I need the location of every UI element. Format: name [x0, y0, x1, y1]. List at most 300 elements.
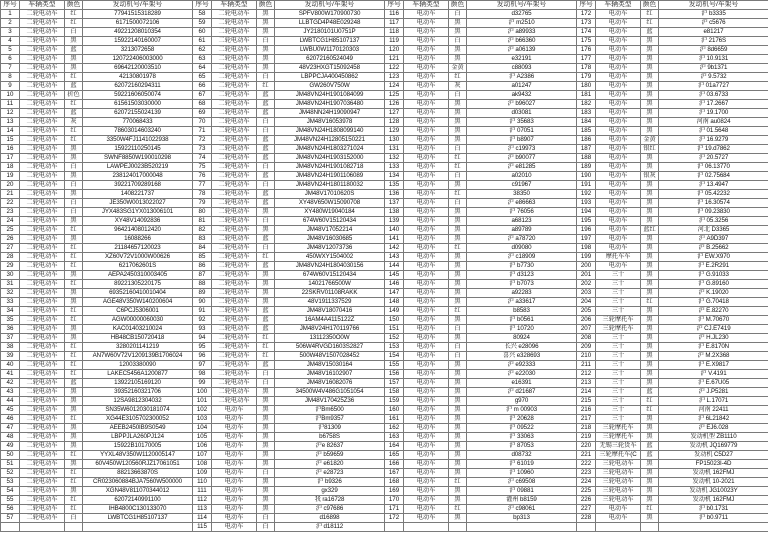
- color-cell: 白: [257, 127, 275, 136]
- vehicle-type-cell: 电动车: [596, 73, 641, 82]
- color-cell: 黑: [641, 82, 659, 91]
- vehicle-type-cell: 电动车: [596, 505, 641, 514]
- serial-cell: 79: [193, 199, 212, 208]
- serial-cell: 172: [385, 514, 404, 523]
- vehicle-type-cell: 二轮电动车: [212, 145, 257, 154]
- color-cell: 白: [65, 181, 83, 190]
- serial-cell: 186: [577, 136, 596, 145]
- table-row: [1, 397, 768, 406]
- color-cell: 白: [449, 10, 467, 19]
- serial-cell: 175: [577, 37, 596, 46]
- color-cell: 黑: [641, 478, 659, 487]
- engine-frame-number-cell: bp313: [467, 514, 577, 523]
- color-cell: 红: [65, 262, 83, 271]
- serial-cell: 181: [577, 91, 596, 100]
- serial-cell: 28: [1, 253, 20, 262]
- table-row: [1, 172, 768, 181]
- vehicle-type-cell: 二轮电动车: [212, 361, 257, 370]
- vehicle-type-cell: 二轮电动车: [20, 91, 65, 100]
- serial-cell: 170: [385, 496, 404, 505]
- engine-frame-number-cell: 42130801978: [83, 73, 193, 82]
- vehicle-type-cell: 二轮电动车: [20, 244, 65, 253]
- color-cell: 黑: [257, 451, 275, 460]
- serial-cell: 213: [577, 379, 596, 388]
- serial-cell: 228: [577, 514, 596, 523]
- vehicle-type-cell: 二轮电动车: [20, 154, 65, 163]
- color-cell: 红: [65, 280, 83, 289]
- vehicle-type-cell: 电动车: [596, 10, 641, 19]
- engine-frame-number-cell: 沪 03.6733: [659, 91, 768, 100]
- color-cell: 黑: [449, 469, 467, 478]
- engine-frame-number-cell: FP15023I-4D: [659, 460, 768, 469]
- color-cell: 红: [449, 190, 467, 199]
- table-row: [1, 487, 768, 496]
- serial-cell: 47: [1, 424, 20, 433]
- serial-cell: 212: [577, 370, 596, 379]
- serial-cell: 143: [385, 253, 404, 262]
- vehicle-type-cell: 电动车: [404, 514, 449, 523]
- engine-frame-number-cell: 96421408012420: [83, 226, 193, 235]
- color-cell: 白: [257, 379, 275, 388]
- serial-cell: [577, 523, 596, 532]
- serial-cell: 101: [193, 397, 212, 406]
- serial-cell: 223: [577, 469, 596, 478]
- engine-frame-number-header: 发动机号/车架号: [467, 1, 577, 10]
- engine-frame-number-cell: 沪 G.70418: [659, 298, 768, 307]
- engine-frame-number-cell: gx329: [275, 487, 385, 496]
- vehicle-type-cell: 电动车: [596, 100, 641, 109]
- engine-frame-number-cell: 沪 c69508: [467, 478, 577, 487]
- engine-frame-number-cell: XZ60V72V1000W00626: [83, 253, 193, 262]
- vehicle-type-cell: 电动车: [596, 118, 641, 127]
- engine-frame-number-cell: 沪 07051: [467, 127, 577, 136]
- engine-frame-number-cell: 674W60V15120434: [275, 217, 385, 226]
- engine-frame-number-cell: 沪 87053: [467, 442, 577, 451]
- color-cell: 黑: [641, 352, 659, 361]
- engine-frame-number-cell: JM48VN24H1804030156: [275, 262, 385, 271]
- serial-cell: 80: [193, 208, 212, 217]
- vehicle-type-cell: 电动车: [212, 505, 257, 514]
- engine-frame-number-cell: AGW00000060030: [83, 316, 193, 325]
- engine-frame-number-cell: JM48V170425Z36: [275, 397, 385, 406]
- color-cell: 银灰: [641, 172, 659, 181]
- serial-cell: 84: [193, 244, 212, 253]
- color-cell: 黑: [641, 37, 659, 46]
- serial-cell: 150: [385, 316, 404, 325]
- color-cell: 黑: [449, 100, 467, 109]
- serial-cell: 43: [1, 388, 20, 397]
- engine-frame-number-cell: 沪e 82637: [275, 442, 385, 451]
- serial-cell: 85: [193, 253, 212, 262]
- vehicle-type-cell: 电动车: [596, 46, 641, 55]
- vehicle-type-cell: 电动车: [404, 208, 449, 217]
- engine-frame-number-cell: 1408221737: [83, 190, 193, 199]
- vehicle-type-cell: 电动车: [212, 442, 257, 451]
- vehicle-type-cell: 电动车: [404, 307, 449, 316]
- vehicle-type-cell: 二轮电动车: [20, 190, 65, 199]
- color-cell: 黑: [641, 370, 659, 379]
- engine-frame-number-cell: 沪 10720: [467, 325, 577, 334]
- color-cell: 黑: [449, 226, 467, 235]
- vehicle-type-cell: 二轮电动车: [212, 217, 257, 226]
- engine-frame-number-cell: KAC01403210024: [83, 325, 193, 334]
- color-cell: 折色: [65, 91, 83, 100]
- engine-frame-number-cell: 沪 E.8170N: [659, 343, 768, 352]
- color-cell: 红: [65, 10, 83, 19]
- vehicle-type-cell: 电动车: [404, 496, 449, 505]
- vehicle-type-cell: 二轮电动车: [20, 235, 65, 244]
- table-row: [1, 82, 768, 91]
- engine-frame-number-cell: 沪 b66360: [467, 37, 577, 46]
- serial-cell: 203: [577, 289, 596, 298]
- serial-cell: 29: [1, 262, 20, 271]
- serial-cell: 157: [385, 379, 404, 388]
- serial-cell: 49: [1, 442, 20, 451]
- table-row: [1, 451, 768, 460]
- engine-frame-number-cell: 沪 J.P5281: [659, 388, 768, 397]
- engine-frame-number-cell: 59221606050074: [83, 91, 193, 100]
- engine-frame-number-cell: JM48V24H170119766: [275, 325, 385, 334]
- serial-cell: 149: [385, 307, 404, 316]
- color-cell: 黑: [641, 181, 659, 190]
- vehicle-type-cell: 电动车: [404, 433, 449, 442]
- engine-frame-number-cell: 沪 m2510: [467, 19, 577, 28]
- serial-cell: 126: [385, 100, 404, 109]
- color-cell: 白: [449, 172, 467, 181]
- engine-frame-number-cell: 48V23HXGT15092458: [275, 64, 385, 73]
- vehicle-type-cell: 三十: [596, 361, 641, 370]
- vehicle-type-cell: 电动车: [596, 37, 641, 46]
- serial-cell: 215: [577, 397, 596, 406]
- engine-frame-number-cell: 21184657120023: [83, 244, 193, 253]
- table-row: [1, 235, 768, 244]
- engine-frame-number-cell: 沪 06.13770: [659, 163, 768, 172]
- engine-frame-number-cell: 沪 01a7727: [659, 82, 768, 91]
- table-row: [1, 289, 768, 298]
- engine-frame-number-cell: 沪 EJ6.028: [659, 424, 768, 433]
- vehicle-type-cell: 电动车: [212, 487, 257, 496]
- vehicle-type-cell: 电动车: [404, 487, 449, 496]
- color-cell: 白: [65, 28, 83, 37]
- color-cell: 黑: [641, 514, 659, 523]
- engine-frame-number-cell: XY48V650W15090708: [275, 199, 385, 208]
- serial-cell: 26: [1, 235, 20, 244]
- color-cell: 红: [641, 19, 659, 28]
- engine-frame-number-cell: 沪 b59659: [275, 451, 385, 460]
- engine-frame-number-cell: 48V1911337529: [275, 298, 385, 307]
- color-cell: [65, 523, 83, 532]
- serial-cell: 107: [193, 451, 212, 460]
- serial-cell: 110: [193, 478, 212, 487]
- color-cell: 蓝: [65, 379, 83, 388]
- color-cell: 红: [65, 244, 83, 253]
- color-cell: 蓝: [257, 136, 275, 145]
- serial-cell: 67: [193, 91, 212, 100]
- vehicle-type-cell: 三轮电动车: [596, 460, 641, 469]
- vehicle-type-cell: 电动车: [212, 478, 257, 487]
- color-cell: 黑: [449, 334, 467, 343]
- serial-cell: 103: [193, 415, 212, 424]
- engine-frame-number-cell: a01247: [467, 82, 577, 91]
- color-cell: 黑: [449, 217, 467, 226]
- serial-cell: 158: [385, 388, 404, 397]
- vehicle-type-cell: 二轮电动车: [20, 271, 65, 280]
- engine-frame-number-cell: LBPPJLA260PJ124: [83, 433, 193, 442]
- serial-cell: 112: [193, 496, 212, 505]
- color-cell: 黑: [65, 172, 83, 181]
- serial-cell: 183: [577, 109, 596, 118]
- table-row: [1, 91, 768, 100]
- color-cell: 黑: [449, 253, 467, 262]
- engine-frame-number-cell: 38350: [467, 190, 577, 199]
- color-cell: 黑: [641, 46, 659, 55]
- color-cell: 黑: [449, 451, 467, 460]
- color-cell: 红: [257, 253, 275, 262]
- engine-frame-number-cell: CR023060884BJA7560W500000: [83, 478, 193, 487]
- serial-cell: 146: [385, 280, 404, 289]
- engine-frame-number-cell: XG44E3105702300052: [83, 415, 193, 424]
- serial-cell: 4: [1, 37, 20, 46]
- engine-frame-number-cell: AGE48V350W140200604: [83, 298, 193, 307]
- vehicle-type-cell: 二轮电动车: [212, 172, 257, 181]
- serial-cell: 54: [1, 487, 20, 496]
- color-cell: 黑: [257, 289, 275, 298]
- vehicle-type-cell: 二轮电动车: [20, 73, 65, 82]
- vehicle-type-cell: 二轮电动车: [212, 127, 257, 136]
- engine-frame-number-cell: 沪 17.2667: [659, 100, 768, 109]
- vehicle-type-cell: 二轮电动车: [212, 316, 257, 325]
- vehicle-type-cell: [404, 523, 449, 532]
- serial-cell: 82: [193, 226, 212, 235]
- vehicle-type-cell: 二轮电动车: [20, 100, 65, 109]
- color-cell: 黑: [65, 397, 83, 406]
- color-cell: 黑: [257, 487, 275, 496]
- color-cell: [449, 523, 467, 532]
- vehicle-type-cell: 电动车: [596, 235, 641, 244]
- engine-frame-number-cell: 沪 a33617: [467, 298, 577, 307]
- serial-cell: 199: [577, 253, 596, 262]
- color-cell: 红: [65, 73, 83, 82]
- engine-frame-number-cell: 沪 G.91033: [659, 271, 768, 280]
- engine-frame-number-cell: XY48V14092836: [83, 217, 193, 226]
- color-cell: 黑: [449, 271, 467, 280]
- vehicle-type-cell: 电动车: [404, 37, 449, 46]
- serial-cell: 96: [193, 352, 212, 361]
- engine-frame-number-cell: 3213072658: [83, 46, 193, 55]
- vehicle-type-cell: 二轮电动车: [212, 118, 257, 127]
- color-cell: 黑: [641, 253, 659, 262]
- color-cell: 白: [257, 523, 275, 532]
- serial-cell: 20: [1, 181, 20, 190]
- color-cell: 黑: [641, 163, 659, 172]
- vehicle-type-cell: 电动车: [404, 271, 449, 280]
- vehicle-type-cell: 二轮电动车: [20, 19, 65, 28]
- engine-frame-number-cell: JM48VN24H1903152000: [275, 154, 385, 163]
- vehicle-type-cell: 二轮电动车: [20, 442, 65, 451]
- vehicle-type-cell: 二轮电动车: [20, 343, 65, 352]
- serial-cell: 78: [193, 190, 212, 199]
- engine-frame-number-cell: 沪 K.19020: [659, 289, 768, 298]
- vehicle-type-cell: 二轮电动车: [20, 415, 65, 424]
- table-row: [1, 55, 768, 64]
- serial-cell: 133: [385, 163, 404, 172]
- engine-frame-number-cell: 沪 20628: [467, 415, 577, 424]
- vehicle-type-cell: 二轮电动车: [20, 10, 65, 19]
- color-cell: 黑: [65, 145, 83, 154]
- serial-cell: 184: [577, 118, 596, 127]
- serial-cell: 154: [385, 352, 404, 361]
- vehicle-type-cell: 电动车: [404, 154, 449, 163]
- serial-cell: 220: [577, 442, 596, 451]
- color-cell: 蓝: [65, 46, 83, 55]
- engine-frame-number-cell: JM48V18070416: [275, 307, 385, 316]
- engine-frame-number-cell: AEEB2450IB9S0549: [83, 424, 193, 433]
- engine-frame-number-cell: 发动机 10-2021: [659, 478, 768, 487]
- table-row: [1, 514, 768, 523]
- serial-cell: 147: [385, 289, 404, 298]
- vehicle-type-cell: 电动车: [404, 352, 449, 361]
- color-cell: 红: [65, 316, 83, 325]
- engine-frame-number-cell: 沪 10.9131: [659, 55, 768, 64]
- engine-frame-number-cell: 沪 09522: [467, 424, 577, 433]
- engine-frame-number-cell: 沪 b0561: [467, 316, 577, 325]
- serial-cell: 120: [385, 46, 404, 55]
- vehicle-type-cell: 二轮电动车: [20, 28, 65, 37]
- table-row: [1, 406, 768, 415]
- engine-frame-number-cell: JYX483SG1YX013006101: [83, 208, 193, 217]
- serial-cell: 111: [193, 487, 212, 496]
- color-cell: 白: [257, 244, 275, 253]
- vehicle-type-cell: 电动车: [404, 244, 449, 253]
- vehicle-type-cell: 二轮电动车: [20, 262, 65, 271]
- engine-frame-number-cell: 61561503030000: [83, 100, 193, 109]
- engine-frame-number-cell: JM48VN24H12805150221: [275, 136, 385, 145]
- engine-frame-number-cell: 发动机型 ZB1110: [659, 433, 768, 442]
- serial-cell: 225: [577, 487, 596, 496]
- serial-cell: 2: [1, 19, 20, 28]
- serial-cell: 9: [1, 82, 20, 91]
- vehicle-type-cell: 二轮电动车: [20, 37, 65, 46]
- color-cell: 黑: [641, 433, 659, 442]
- vehicle-type-cell: 三十: [596, 271, 641, 280]
- engine-frame-number-cell: 34500W4V486G1051054: [275, 388, 385, 397]
- vehicle-type-cell: 二轮电动车: [212, 379, 257, 388]
- vehicle-type-cell: 二轮电动车: [20, 460, 65, 469]
- color-cell: 黑: [449, 424, 467, 433]
- vehicle-type-cell: 电动车: [404, 127, 449, 136]
- serial-cell: 152: [385, 334, 404, 343]
- vehicle-type-cell: 电动车: [212, 406, 257, 415]
- color-cell: 黑: [449, 397, 467, 406]
- engine-frame-number-cell: d09080: [467, 244, 577, 253]
- engine-frame-number-cell: 3280201141219: [83, 343, 193, 352]
- vehicle-type-cell: 二轮电动车: [20, 505, 65, 514]
- color-cell: 黑: [257, 397, 275, 406]
- engine-frame-number-cell: GW260V750W: [275, 82, 385, 91]
- engine-frame-number-cell: 500W48V1507028452: [275, 352, 385, 361]
- color-header: 颜色: [65, 1, 83, 10]
- engine-frame-number-cell: 沪 05.3256: [659, 217, 768, 226]
- table-row: [1, 316, 768, 325]
- color-cell: 蓝: [257, 235, 275, 244]
- engine-frame-number-cell: JM48V16030685: [275, 235, 385, 244]
- serial-cell: 187: [577, 145, 596, 154]
- vehicle-type-cell: 二轮电动车: [20, 433, 65, 442]
- vehicle-type-cell: 三轮摩托车: [596, 325, 641, 334]
- vehicle-type-cell: 二轮电动车: [20, 406, 65, 415]
- vehicle-type-cell: 电动车: [404, 190, 449, 199]
- serial-cell: 174: [577, 28, 596, 37]
- table-row: [1, 352, 768, 361]
- vehicle-type-cell: 电动车: [596, 154, 641, 163]
- vehicle-type-cell: 电动车: [404, 46, 449, 55]
- vehicle-type-cell: 电动车: [596, 208, 641, 217]
- serial-cell: 198: [577, 244, 596, 253]
- engine-frame-number-cell: 沪 19.1700: [659, 109, 768, 118]
- vehicle-type-cell: 二轮电动车: [212, 280, 257, 289]
- engine-frame-number-cell: 沪 e22030: [467, 370, 577, 379]
- engine-frame-number-cell: JE350W0013022027: [83, 199, 193, 208]
- serial-cell: 118: [385, 28, 404, 37]
- engine-frame-number-cell: b8583: [467, 307, 577, 316]
- serial-cell: 226: [577, 496, 596, 505]
- serial-cell: 27: [1, 244, 20, 253]
- serial-cell: 42: [1, 379, 20, 388]
- vehicle-type-cell: 二轮电动车: [20, 316, 65, 325]
- serial-cell: 136: [385, 190, 404, 199]
- color-cell: 黑: [449, 208, 467, 217]
- engine-frame-number-cell: JM48VN24H1907036480: [275, 100, 385, 109]
- color-cell: 红: [65, 127, 83, 136]
- table-row: [1, 145, 768, 154]
- engine-frame-number-cell: 沪 c98061: [467, 505, 577, 514]
- color-cell: 蓝: [257, 91, 275, 100]
- serial-cell: 204: [577, 298, 596, 307]
- vehicle-type-cell: 二轮电动车: [212, 64, 257, 73]
- color-cell: 黑: [65, 37, 83, 46]
- engine-frame-number-cell: e16391: [467, 379, 577, 388]
- serial-cell: 31: [1, 280, 20, 289]
- vehicle-type-cell: 电动车: [596, 64, 641, 73]
- color-cell: 红: [641, 505, 659, 514]
- engine-frame-number-cell: 沪 a89933: [467, 28, 577, 37]
- vehicle-type-cell: 二轮电动车: [20, 181, 65, 190]
- vehicle-type-cell: 二轮电动车: [20, 289, 65, 298]
- serial-cell: 19: [1, 172, 20, 181]
- engine-frame-number-cell: 3350W4FJ1141022938: [83, 136, 193, 145]
- engine-frame-number-cell: LBPPCJA400450862: [275, 73, 385, 82]
- color-cell: 红: [65, 451, 83, 460]
- engine-frame-number-cell: 沪 b7730: [467, 262, 577, 271]
- color-cell: 黑: [257, 478, 275, 487]
- color-cell: 黑: [257, 10, 275, 19]
- serial-cell: 151: [385, 325, 404, 334]
- table-row: [1, 361, 768, 370]
- vehicle-type-cell: 电动车: [404, 10, 449, 19]
- vehicle-type-cell: 二轮电动车: [20, 64, 65, 73]
- serial-cell: 169: [385, 487, 404, 496]
- color-cell: 黑: [65, 64, 83, 73]
- color-cell: 蓝: [641, 442, 659, 451]
- serial-cell: 90: [193, 298, 212, 307]
- engine-frame-number-cell: 39221709289168: [83, 181, 193, 190]
- vehicle-type-cell: 三十: [596, 343, 641, 352]
- serial-cell: 217: [577, 415, 596, 424]
- color-cell: 黑: [641, 343, 659, 352]
- color-cell: 黑: [641, 289, 659, 298]
- vehicle-type-cell: 电动车: [404, 145, 449, 154]
- engine-frame-number-cell: 沪 e61820: [275, 460, 385, 469]
